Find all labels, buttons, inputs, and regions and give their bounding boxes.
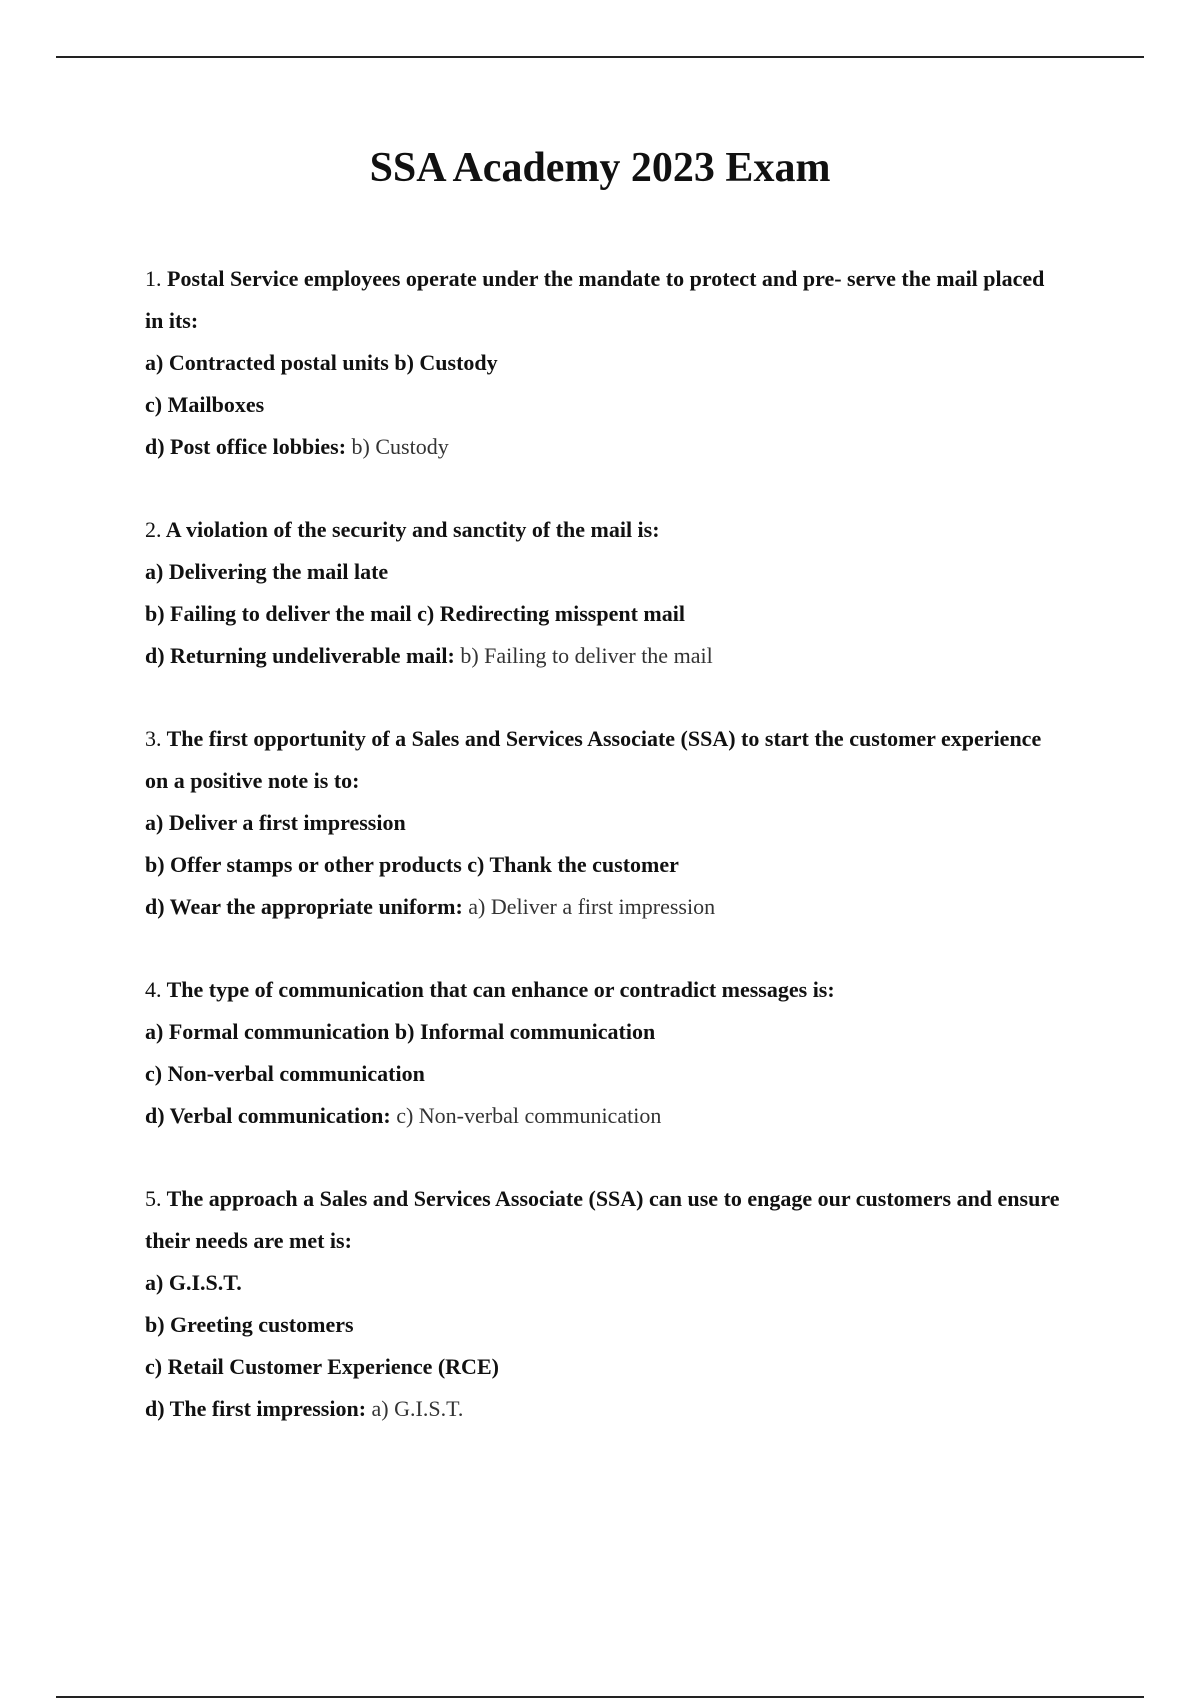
question-3 [145,718,1065,928]
document-title: SSA Academy 2023 Exam [369,145,831,191]
option-line [145,426,1065,468]
question-number: 1. [145,266,162,291]
question-number: 5. [145,1186,162,1211]
question-text: Postal Service employees operate under the mandate to protect and pre- serve the mail placed in its: [145,266,1045,333]
bottom-rule [56,1696,1144,1698]
question-number: 4. [145,977,162,1002]
option-line: a) Deliver a first impression [145,810,406,835]
option-line: a) Formal communication b) Informal communication [145,1019,656,1044]
question-stem [145,718,1065,802]
question-stem [145,1178,1065,1262]
option-line: c) Mailboxes [145,392,265,417]
question-5 [145,1178,1065,1430]
option-line: b) Offer stamps or other products c) Thank the customer [145,852,679,877]
question-text: A violation of the security and sanctity of the mail is: [165,517,660,542]
question-number: 2. [145,517,162,542]
question-stem [145,969,1065,1011]
option-text: d) Post office lobbies: [145,434,347,459]
option-line: c) Retail Customer Experience (RCE) [145,1354,499,1379]
top-rule [56,56,1144,58]
question-stem [145,509,1065,551]
question-stem [145,258,1065,342]
option-text: d) Verbal communication: [145,1103,391,1128]
question-2 [145,509,1065,677]
question-number: 3. [145,726,162,751]
question-list [145,258,1065,1471]
option-line: b) Failing to deliver the mail c) Redirecting misspent mail [145,601,685,626]
question-4 [145,969,1065,1137]
question-text: The first opportunity of a Sales and Services Associate (SSA) to start the customer experience on a positive note is to: [145,726,1042,793]
question-1 [145,258,1065,468]
question-text: The approach a Sales and Services Associate (SSA) can use to engage our customers and ensure their needs are met is: [145,1186,1060,1253]
option-line: b) Greeting customers [145,1312,354,1337]
option-text: d) Returning undeliverable mail: [145,643,455,668]
option-line [145,1095,1065,1137]
option-line [145,886,1065,928]
option-line: a) Contracted postal units b) Custody [145,350,498,375]
answer-text: a) G.I.S.T. [371,1396,464,1421]
answer-text: b) Failing to deliver the mail [460,643,713,668]
option-line [145,635,1065,677]
option-line: a) G.I.S.T. [145,1270,242,1295]
option-line: c) Non-verbal communication [145,1061,425,1086]
option-line: a) Delivering the mail late [145,559,389,584]
option-text: d) The first impression: [145,1396,367,1421]
option-text: d) Wear the appropriate uniform: [145,894,463,919]
answer-text: c) Non-verbal communication [396,1103,662,1128]
answer-text: b) Custody [351,434,449,459]
option-line [145,1388,1065,1430]
question-text: The type of communication that can enhance or contradict messages is: [166,977,835,1002]
answer-text: a) Deliver a first impression [468,894,716,919]
